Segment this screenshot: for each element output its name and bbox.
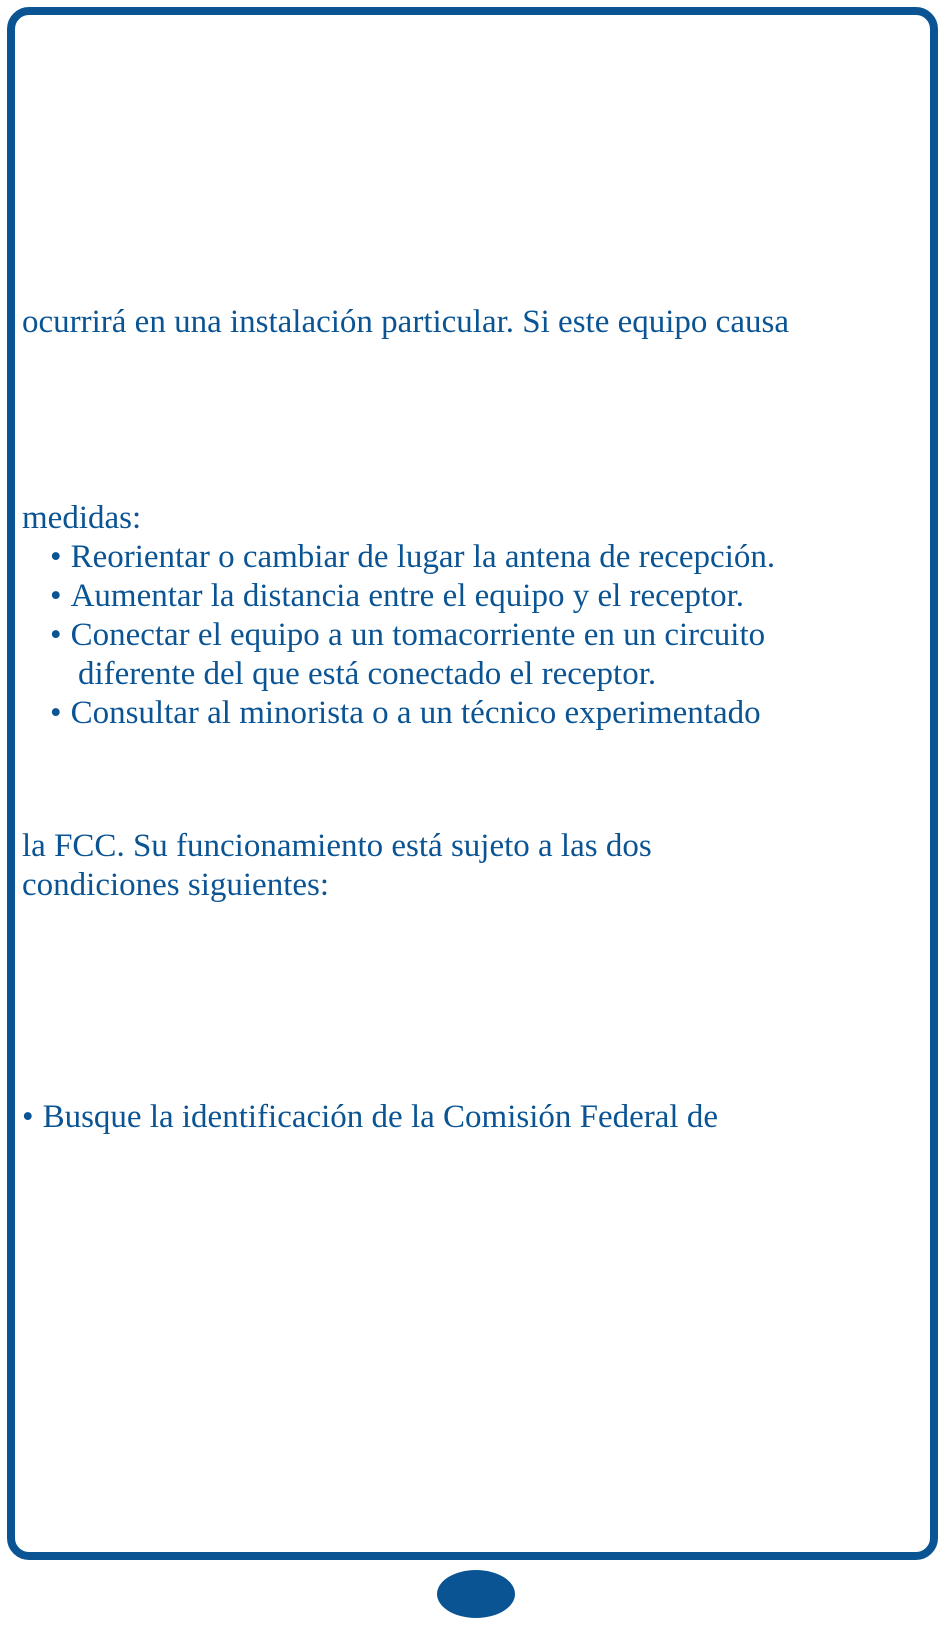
page-frame — [7, 7, 938, 1560]
bullet-icon: • — [50, 539, 62, 575]
bullet-icon: • — [50, 617, 62, 653]
bullet-icon: • — [50, 695, 62, 731]
measure-item-consult — [50, 693, 761, 733]
fcc-conditions-line-2: condiciones siguientes: — [22, 867, 330, 903]
measure-item-reorient — [50, 537, 775, 577]
measure-item-outlet — [50, 615, 765, 655]
page-number-oval — [437, 1570, 515, 1618]
measure-item-text: Aumentar la distancia entre el equipo y el receptor. — [70, 578, 745, 614]
measure-item-text: Reorientar o cambiar de lugar la antena de recepción. — [70, 539, 776, 575]
paragraph-fragment-interference: ocurrirá en una instalación particular. Si este equipo causa — [22, 304, 789, 340]
measures-intro: medidas: — [22, 500, 142, 536]
fcc-identification-text: Busque la identificación de la Comisión Federal de — [42, 1099, 718, 1135]
fcc-conditions-line-1: la FCC. Su funcionamiento está sujeto a las dos — [22, 828, 652, 864]
measure-item-text: Consultar al minorista o a un técnico experimentado — [70, 695, 761, 731]
measure-item-text: Conectar el equipo a un tomacorriente en un circuito — [70, 617, 766, 653]
fcc-identification-bullet — [22, 1097, 718, 1137]
bullet-icon: • — [50, 578, 62, 614]
measure-item-distance — [50, 576, 744, 616]
bullet-icon: • — [22, 1099, 34, 1135]
measure-item-outlet-continuation: diferente del que está conectado el receptor. — [78, 656, 657, 692]
